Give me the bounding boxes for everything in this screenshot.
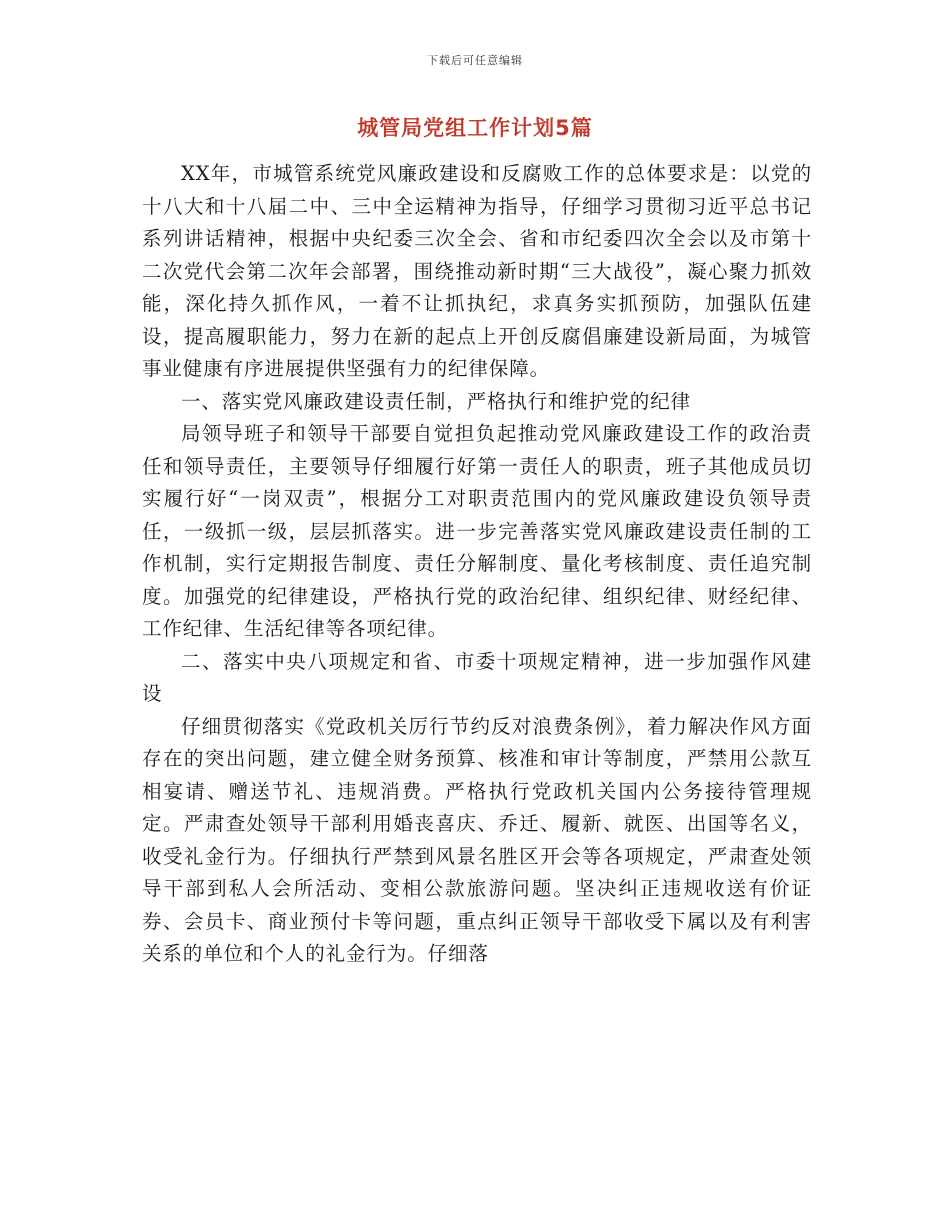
paragraph-intro: XX年，市城管系统党风廉政建设和反腐败工作的总体要求是：以党的十八大和十八届二中、三中全运精神为指导，仔细学习贯彻习近平总书记系列讲话精神，根据中央纪委三次全会、省和市纪委四次全会以及市第十二次党代会第二次年会部署，围绕推动新时期“三大战役”，凝心聚力抓效能，深化持久抓作风，一着不让抓执纪，求真务实抓预防，加强队伍建设，提高履职能力，努力在新的起点上开创反腐倡廉建设新局面，为城管事业健康有序进展提供坚强有力的纪律保障。	[142, 162, 812, 380]
page-header: 下载后可任意编辑	[427, 54, 523, 67]
section-heading-1: 一、落实党风廉政建设责任制，严格执行和维护党的纪律	[181, 389, 692, 413]
document-title: 城管局党组工作计划5篇	[357, 116, 593, 140]
section-heading-2: 二、落实中央八项规定和省、市委十项规定精神，进一步加强作风建设	[142, 649, 812, 705]
document-body	[142, 158, 812, 971]
paragraph-section-2: 仔细贯彻落实《党政机关厉行节约反对浪费条例》，着力解决作风方面存在的突出问题，建立健全财务预算、核准和审计等制度，严禁用公款互相宴请、赠送节礼、违规消费。严格执行党政机关国内公务接待管理规定。严肃查处领导干部利用婚丧喜庆、乔迁、履新、就医、出国等名义，收受礼金行为。仔细执行严禁到风景名胜区开会等各项规定，严肃查处领导干部到私人会所活动、变相公款旅游问题。坚决纠正违规收送有价证券、会员卡、商业预付卡等问题，重点纠正领导干部收受下属以及有利害关系的单位和个人的礼金行为。仔细落	[142, 714, 812, 965]
paragraph-section-1: 局领导班子和领导干部要自觉担负起推动党风廉政建设工作的政治责任和领导责任，主要领导仔细履行好第一责任人的职责，班子其他成员切实履行好“一岗双责”，根据分工对职责范围内的党风廉政建设负领导责任，一级抓一级，层层抓落实。进一步完善落实党风廉政建设责任制的工作机制，实行定期报告制度、责任分解制度、量化考核制度、责任追究制度。加强党的纪律建设，严格执行党的政治纪律、组织纪律、财经纪律、工作纪律、生活纪律等各项纪律。	[142, 422, 812, 640]
